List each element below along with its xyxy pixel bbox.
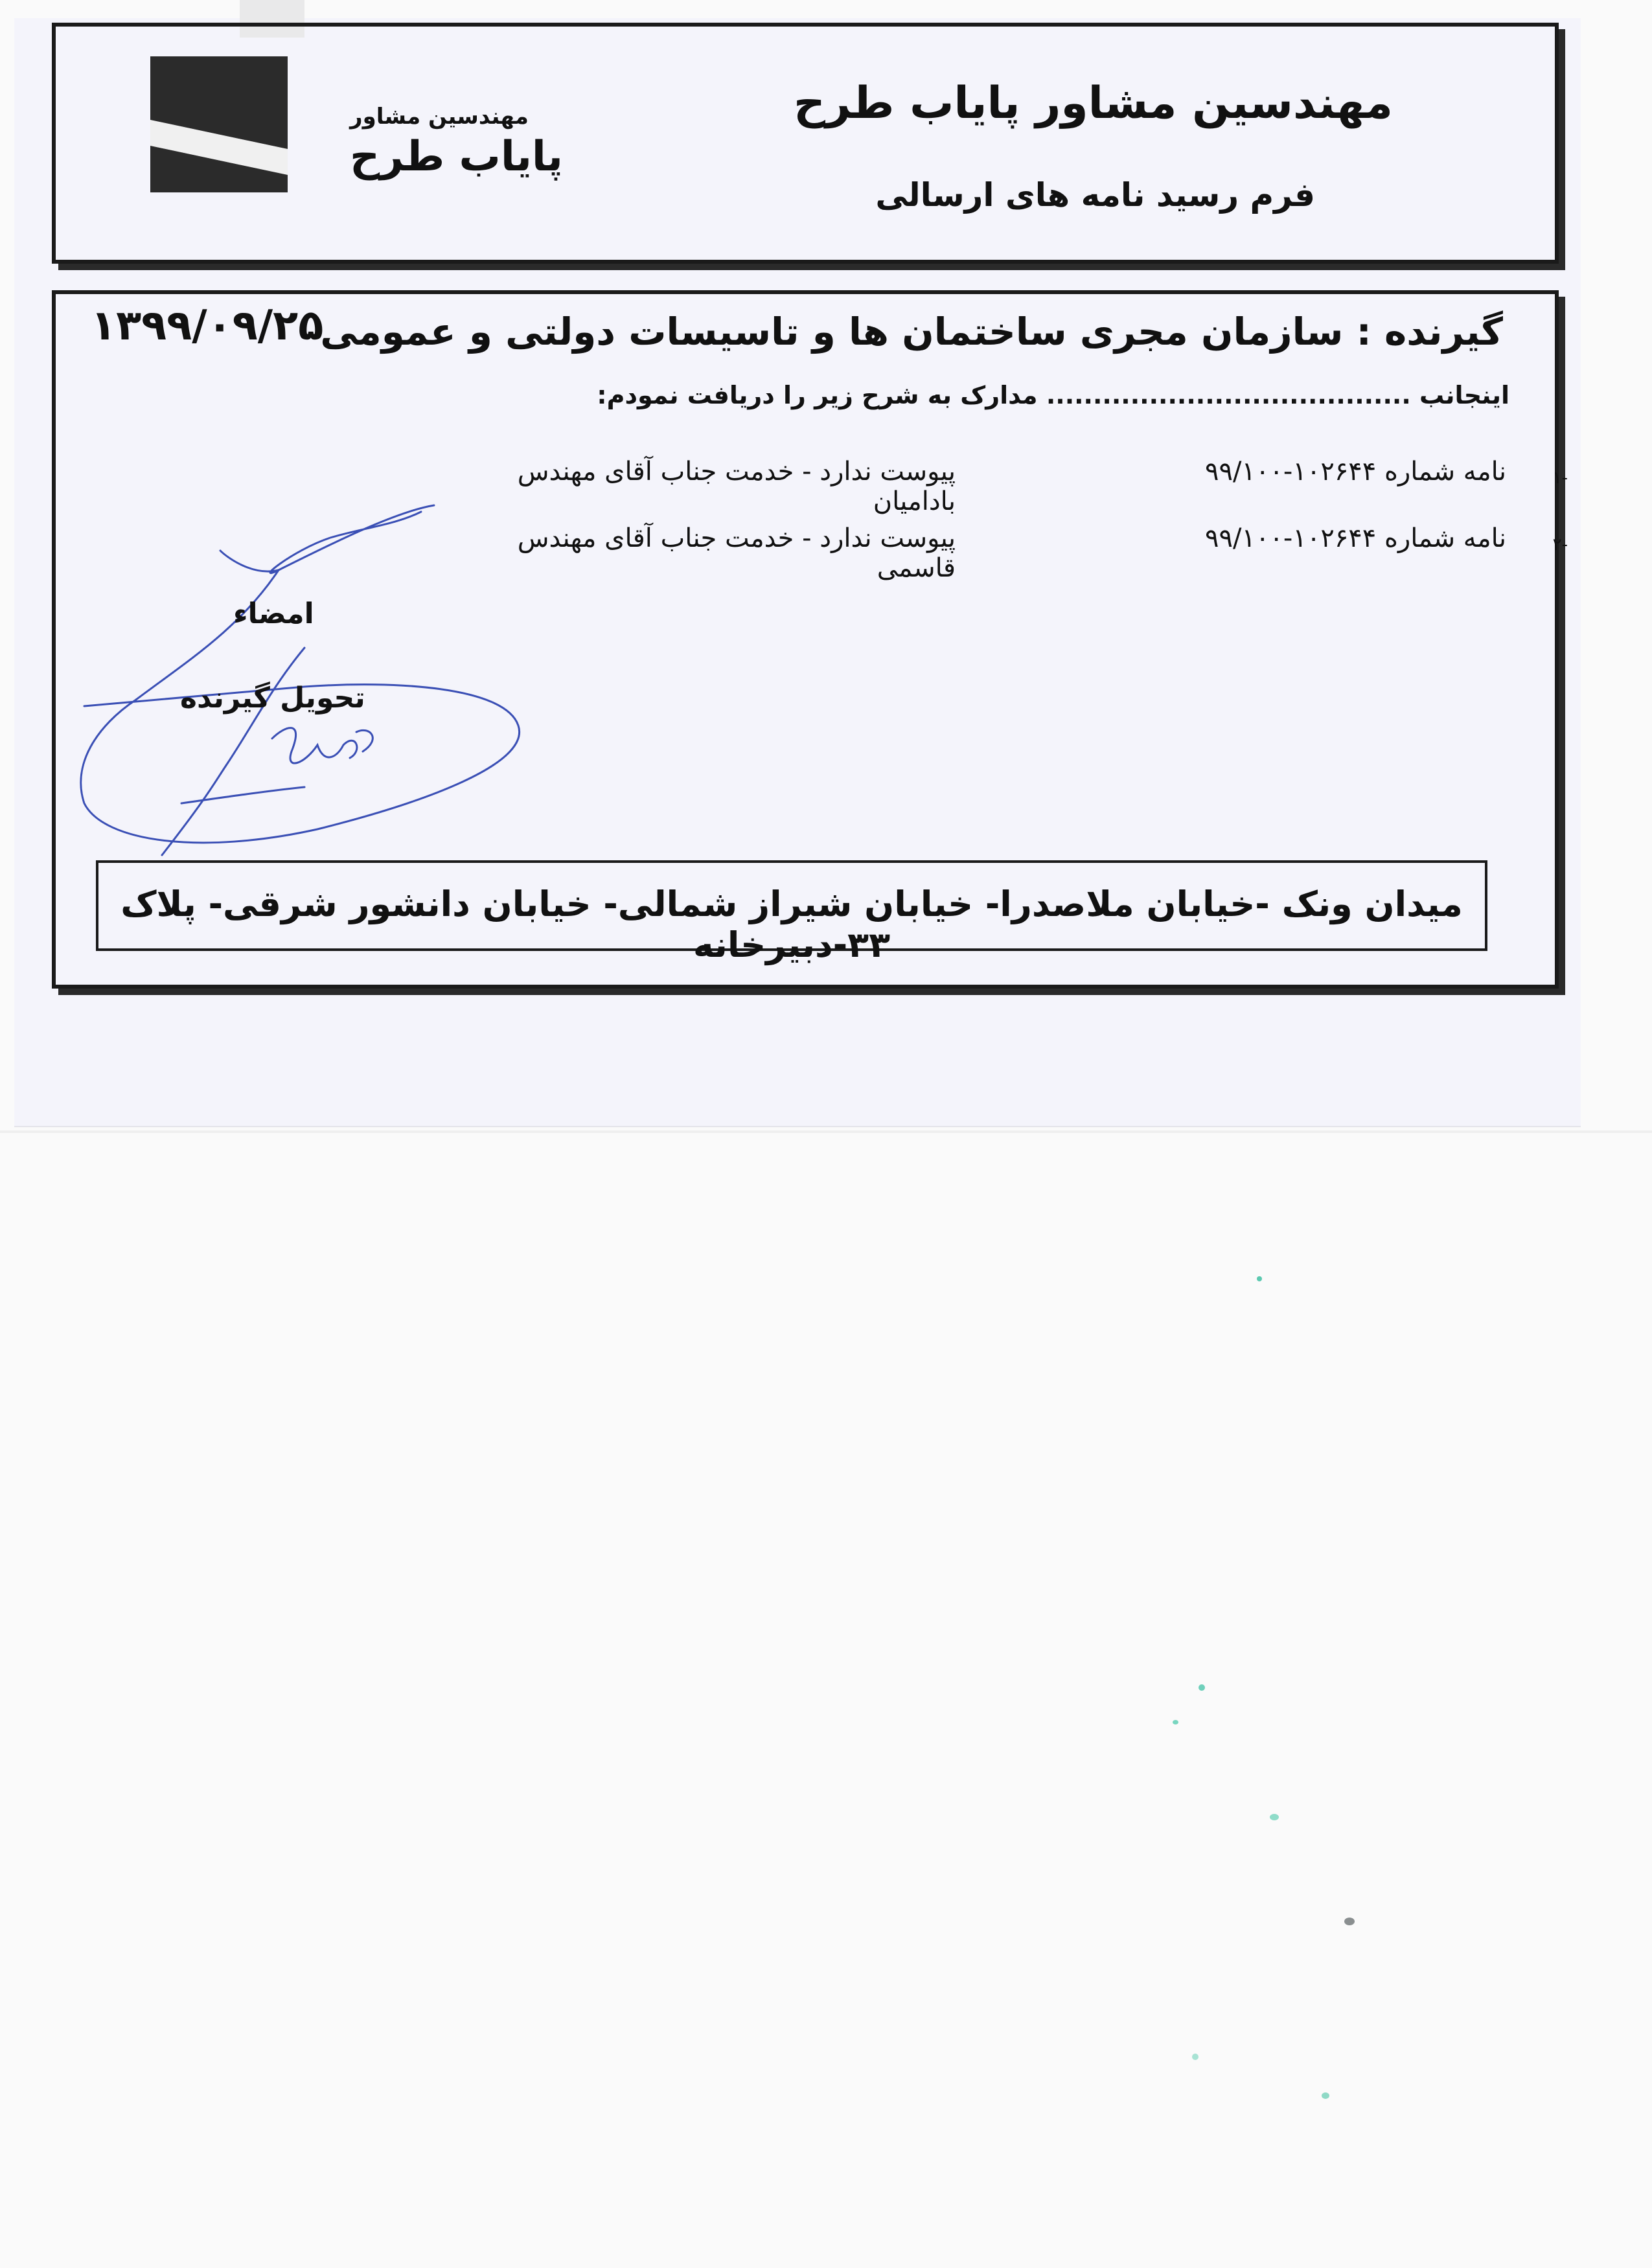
logo-subtitle: مهندسین مشاور xyxy=(350,104,529,130)
form-title: فرم رسید نامه های ارسالی xyxy=(875,176,1315,214)
receiver-label: تحویل گیرنده xyxy=(180,682,365,715)
letter-item xyxy=(437,523,1568,583)
letter-number: نامه شماره ۱۰۲۶۴۴-۹۹/۱۰۰ xyxy=(1205,523,1506,553)
address-text: میدان ونک -خیابان ملاصدرا- خیابان شیراز شمالی- خیابان دانشور شرقی- پلاک ۳۳-دبیرخانه xyxy=(120,884,1463,965)
logo-title: پایاب طرح xyxy=(350,133,563,181)
handwritten-signature xyxy=(58,492,551,868)
company-name: مهندسین مشاور پایاب طرح xyxy=(794,78,1393,129)
intro-line: اینجانب ....................................... مدارک به شرح زیر را دریافت نمودم: xyxy=(597,381,1509,409)
letter-description: پیوست ندارد - خدمت جناب آقای مهندس بادامیان xyxy=(517,457,956,516)
stain-mark xyxy=(1173,1720,1178,1724)
item-number: -۲ xyxy=(1552,535,1568,555)
stain-mark xyxy=(1322,2092,1329,2099)
receipt-date: ۱۳۹۹/۰۹/۲۵ xyxy=(91,302,324,350)
stain-mark xyxy=(1270,1814,1279,1820)
signature-label: امضاء xyxy=(233,597,314,630)
letter-number: نامه شماره ۱۰۲۶۴۴-۹۹/۱۰۰ xyxy=(1205,457,1506,487)
stain-mark xyxy=(1199,1684,1205,1691)
letter-description: پیوست ندارد - خدمت جناب آقای مهندس قاسمی xyxy=(517,523,956,583)
stain-mark xyxy=(1192,2054,1199,2060)
stain-mark xyxy=(1344,1918,1355,1925)
recipient-line: گیرنده : سازمان مجری ساختمان ها و تاسیسات دولتی و عمومی xyxy=(320,310,1503,354)
page-fold-line xyxy=(0,1130,1652,1133)
item-number: -۱ xyxy=(1552,468,1568,488)
logo-stripe xyxy=(150,120,288,175)
company-logo-icon xyxy=(150,56,288,192)
letter-item xyxy=(437,457,1568,516)
stain-mark xyxy=(1257,1276,1262,1281)
address-box xyxy=(96,860,1487,965)
